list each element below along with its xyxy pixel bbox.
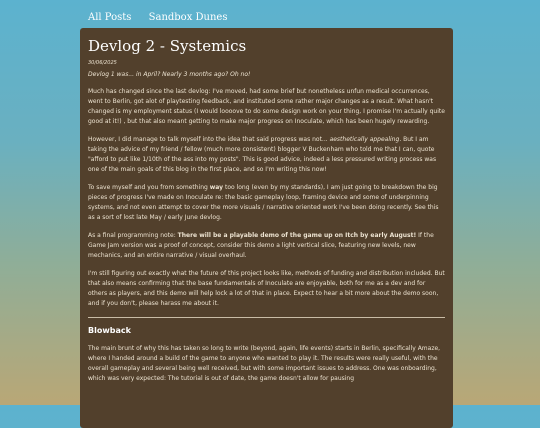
all-posts-link[interactable]: All Posts (88, 12, 132, 23)
paragraph-4 (88, 231, 445, 261)
section-divider (88, 317, 445, 318)
paragraph-2-emphasis: aesthetically appealing (329, 136, 400, 143)
paragraph-2-text-b: . But I am taking the advice of my friend / fellow (much more consistent) blogger V Buckenham who told me that I can, quote "afford to put like 1/10th of the ass into my posts". This is good advice, indeed a less pressured writing process was one of the main goals of this blog in the first place, and so I'm writing this now! (88, 136, 437, 173)
sandbox-dunes-link[interactable]: Sandbox Dunes (148, 12, 228, 23)
paragraph-3-bold: way (209, 184, 224, 191)
post-title: Devlog 2 - Systemics (88, 37, 247, 55)
section-heading-blowback: Blowback (88, 326, 131, 335)
top-nav (88, 12, 241, 23)
paragraph-4-text-a: As a final programming note: (88, 232, 178, 239)
paragraph-1: Much has changed since the last devlog: I've moved, had some brief but nonetheless unfun medical occurrences, went to Berlin, got alot of playtesting feedback, and instituted some rather major changes as a result. What hasn't changed is my employment status (I would loooove to do some design work on your thing, I promise I'm actually quite good at it!) , but that also meant getting to make major progress on Inoculate, which has been hugely rewarding. (88, 88, 445, 125)
post-card (80, 28, 453, 428)
paragraph-4-text-b: If the Game Jam version was a proof of concept, consider this demo a light vertical slice, featuring new levels, new mechanics, and an entire narrative / visual overhaul. (88, 232, 434, 259)
paragraph-2-text-a: However, I did manage to talk myself into the idea that said progress was not... (88, 136, 330, 143)
post-date: 30/06/2025 (88, 60, 117, 66)
paragraph-2 (88, 135, 445, 175)
paragraph-3 (88, 183, 445, 223)
paragraph-5: I'm still figuring out exactly what the future of this project looks like, methods of funding and distribution included. But that also means confirming that the base fundamentals of Inoculate are enjoyable, both for me as a dev and for others as players, and this demo will help lock a lot of that in place. Expect to hear a bit more about the demo soon, and if you don't, please harass me about it. (88, 270, 445, 307)
paragraph-3-text-b: too long (even by my standards), I am just going to breakdown the big pieces of progress I've made on Inoculate re: the basic gameplay loop, framing device and some of underpinning systems, and not even attempt to cover the more visuals / narrative oriented work I've been doing recently. See this as a sort of lost late May / early June devlog. (88, 184, 439, 221)
post-lead: Devlog 1 was... in April? Nearly 3 months ago? Oh no! (88, 71, 251, 78)
paragraph-3-text-a: To save myself and you from something (88, 184, 210, 191)
paragraph-6: The main brunt of why this has taken so long to write (beyond, again, life events) starts in Berlin, specifically Amaze, where I handed around a build of the game to anyone who wanted to play it. The results were really useful, with the overall gameplay and several being well received, but with some important issues to address. One was onboarding, which was very expected: The tutorial is out of date, the game doesn't allow for pausing (88, 345, 441, 382)
paragraph-4-bold: There will be a playable demo of the game up on Itch by early August! (177, 232, 417, 239)
